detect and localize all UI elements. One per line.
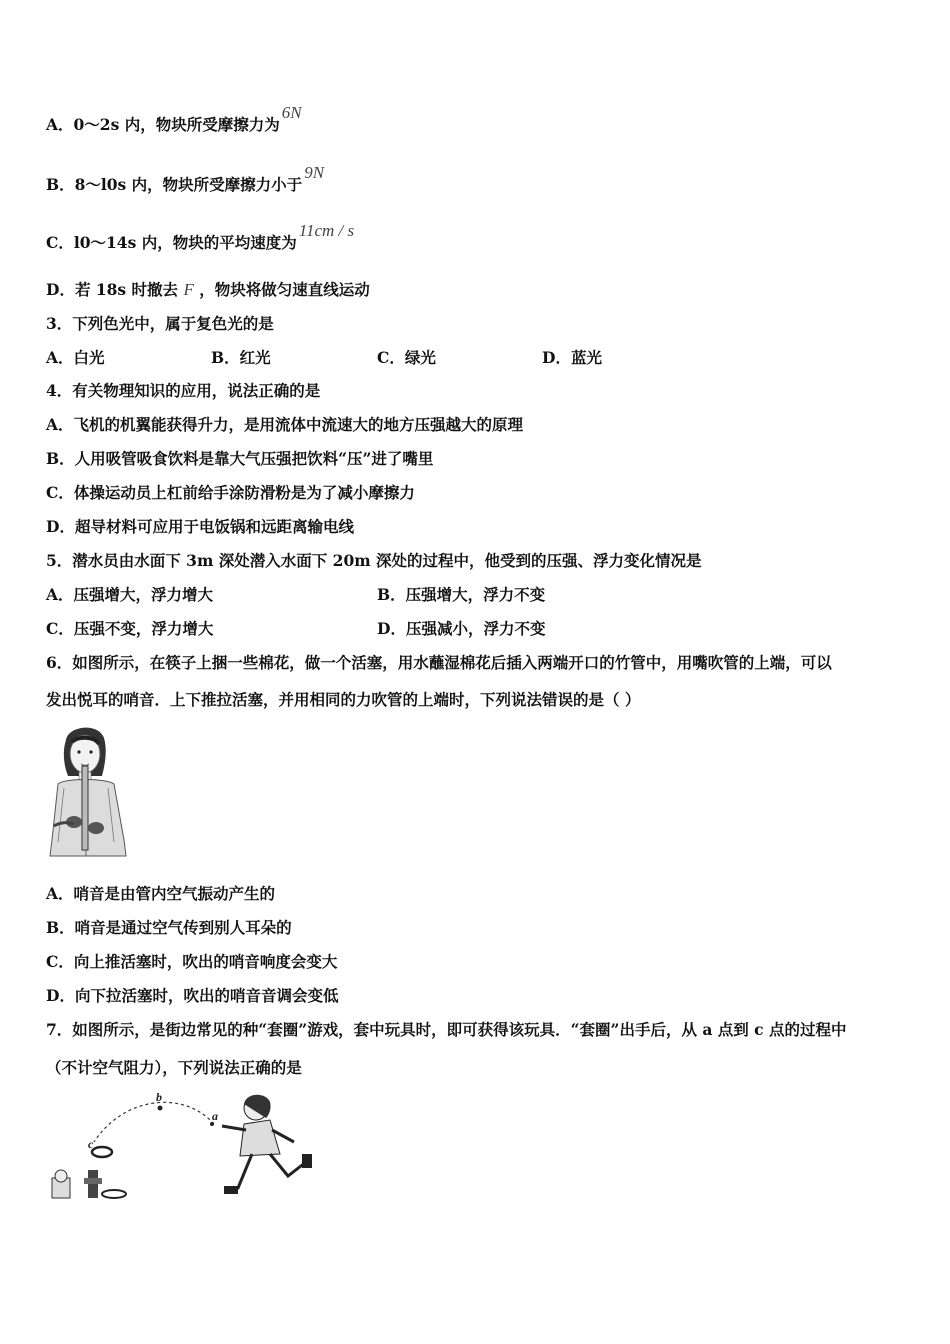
q6-stem-line2: 发出悦耳的哨音．上下推拉活塞，并用相同的力吹管的上端时，下列说法错误的是（ ）	[46, 690, 641, 709]
q4-option-d: D．超导材料可应用于电饭锅和远距离输电线	[46, 517, 354, 536]
q7-stem-line1: 7．如图所示，是街边常见的种“套圈”游戏，套中玩具时，即可获得该玩具．“套圈”出手后，从 a 点到 c 点的过程中	[46, 1020, 847, 1039]
ring-toss-figure	[44, 1090, 320, 1206]
math-11cms: 11cm / s	[298, 221, 355, 240]
q3-option-b: B．红光	[211, 348, 271, 367]
q4-option-c: C．体操运动员上杠前给手涂防滑粉是为了减小摩擦力	[46, 483, 415, 502]
label-b: b	[156, 1090, 162, 1104]
q5-option-a: A．压强增大，浮力增大	[46, 585, 214, 604]
q6-stem-line1: 6．如图所示，在筷子上捆一些棉花，做一个活塞，用水蘸湿棉花后插入两端开口的竹管中，用嘴吹管的上端，可以	[46, 653, 832, 672]
math-9n: 9N	[304, 163, 325, 182]
q2-option-d: D．若 18s 时撤去 F ，物块将做匀速直线运动	[46, 280, 370, 299]
q6-option-d: D．向下拉活塞时，吹出的哨音音调会变低	[46, 986, 339, 1005]
q5-option-c: C．压强不变，浮力增大	[46, 619, 214, 638]
q3-option-d: D．蓝光	[542, 348, 602, 367]
label-a: a	[212, 1109, 218, 1123]
q5-option-d: D．压强减小，浮力不变	[377, 619, 546, 638]
q5-stem: 5．潜水员由水面下 3m 深处潜入水面下 20m 深处的过程中，他受到的压强、浮力变化情况是	[46, 551, 702, 570]
math-6n: 6N	[281, 103, 302, 122]
label-c: c	[88, 1137, 94, 1151]
q3-option-a: A．白光	[46, 348, 105, 367]
q7-stem-line2: （不计空气阻力），下列说法正确的是	[46, 1058, 302, 1077]
q2-option-a: A．0～2s 内，物块所受摩擦力为6N	[46, 103, 302, 134]
q6-option-a: A．哨音是由管内空气振动产生的	[46, 884, 276, 903]
q4-option-b: B．人用吸管吸食饮料是靠大气压强把饮料“压”进了嘴里	[46, 449, 434, 468]
q2-option-c: C．l0～14s 内，物块的平均速度为11cm / s	[46, 221, 355, 252]
q6-option-b: B．哨音是通过空气传到别人耳朵的	[46, 918, 292, 937]
girl-whistle-figure	[44, 722, 128, 858]
q5-option-b: B．压强增大，浮力不变	[377, 585, 546, 604]
q3-option-c: C．绿光	[377, 348, 436, 367]
math-f: F	[183, 280, 194, 299]
q6-option-c: C．向上推活塞时，吹出的哨音响度会变大	[46, 952, 338, 971]
q2-option-b: B．8～l0s 内，物块所受摩擦力小于9N	[46, 163, 325, 194]
q4-stem: 4．有关物理知识的应用，说法正确的是	[46, 381, 321, 400]
q3-stem: 3．下列色光中，属于复色光的是	[46, 314, 274, 333]
q4-option-a: A．飞机的机翼能获得升力，是用流体中流速大的地方压强越大的原理	[46, 415, 524, 434]
